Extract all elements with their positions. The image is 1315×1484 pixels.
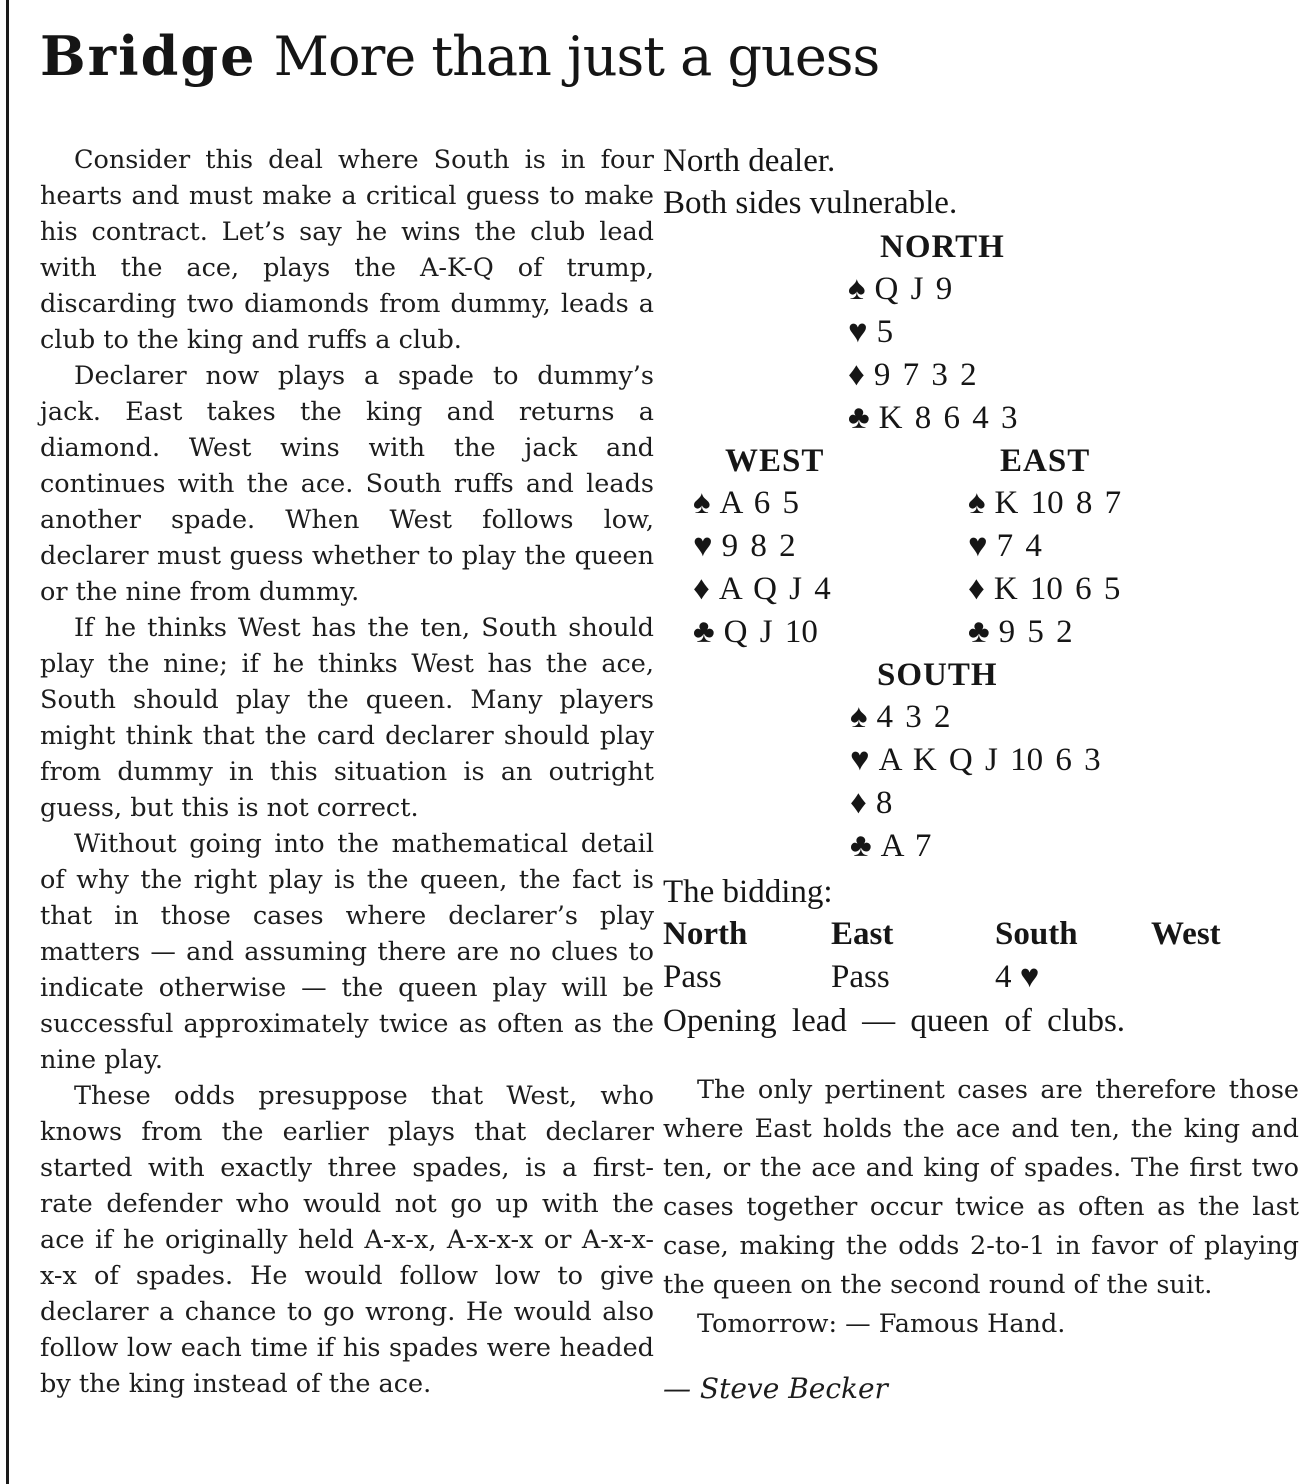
spade-icon: ♠ — [693, 485, 711, 521]
closing-section — [663, 1071, 1299, 1344]
dealer-line: North dealer. — [663, 143, 836, 179]
west-spades-row — [693, 482, 968, 525]
club-icon: ♣ — [848, 400, 870, 436]
hand-cards: K 10 6 5 — [993, 571, 1121, 607]
hand-cards: 9 5 2 — [998, 614, 1073, 650]
deal-right-column — [663, 140, 1299, 1405]
hand-cards: 9 7 3 2 — [873, 357, 977, 393]
hand-cards: K 10 8 7 — [994, 485, 1122, 521]
tomorrow-line: Tomorrow: — Famous Hand. — [697, 1309, 1066, 1339]
east-clubs-row — [968, 611, 1121, 654]
west-hand — [693, 440, 968, 654]
bidding-table — [663, 913, 1299, 999]
hand-cards: 9 8 2 — [721, 528, 796, 564]
hand-cards: K 8 6 4 3 — [878, 400, 1018, 436]
bid-cell: 4 ♥ — [995, 959, 1040, 995]
spade-icon: ♠ — [850, 699, 868, 735]
hand-heading-south: SOUTH — [877, 657, 998, 693]
north-hearts-row — [848, 311, 1299, 354]
north-clubs-row — [848, 397, 1299, 440]
heart-icon: ♥ — [850, 742, 870, 778]
bid-cell: Pass — [663, 959, 722, 995]
north-hand — [848, 268, 1299, 440]
hand-cards: Q J 10 — [723, 614, 818, 650]
club-icon: ♣ — [850, 828, 872, 864]
opening-lead-line: Opening lead — queen of clubs. — [663, 1003, 1126, 1039]
north-diamonds-row — [848, 354, 1299, 397]
west-east-row — [663, 440, 1299, 654]
column-brand: Bridge — [40, 24, 257, 88]
hand-cards: Q J 9 — [874, 271, 953, 307]
south-spades-row — [850, 696, 1299, 739]
club-icon: ♣ — [693, 614, 715, 650]
east-spades-row — [968, 482, 1121, 525]
hand-cards: A Q J 4 — [718, 571, 831, 607]
hand-heading-west: WEST — [725, 443, 825, 479]
bid-cell — [1151, 956, 1299, 999]
heart-icon: ♥ — [693, 528, 713, 564]
bidding-heading: The bidding: — [663, 874, 833, 910]
hand-cards: A K Q J 10 6 3 — [878, 742, 1101, 778]
east-diamonds-row — [968, 568, 1121, 611]
closing-paragraph: The only pertinent cases are therefore those where East holds the ace and ten, the king and ten, or the ace and king of spades. The first two cases together occur twice as often as the last case, making the odds 2-to-1 in favor of playing the queen on the second round of the suit. — [663, 1075, 1299, 1300]
diamond-icon: ♦ — [968, 571, 985, 607]
vulnerable-line: Both sides vulnerable. — [663, 185, 958, 221]
north-spades-row — [848, 268, 1299, 311]
bidding-col-west: West — [1151, 916, 1221, 952]
spade-icon: ♠ — [968, 485, 986, 521]
heart-icon: ♥ — [968, 528, 988, 564]
hand-heading-east: EAST — [1000, 443, 1091, 479]
club-icon: ♣ — [968, 614, 990, 650]
spade-icon: ♠ — [848, 271, 866, 307]
bid-cell: Pass — [831, 959, 890, 995]
west-clubs-row — [693, 611, 968, 654]
page-title — [40, 24, 879, 88]
west-hearts-row — [693, 525, 968, 568]
article-paragraph: Without going into the mathematical detail of why the right play is the queen, the fact is that in those cases where declarer’s play matters — and assuming there are no clues to indicate otherwise — the queen play will be successful approximately twice as often as the nine play. — [40, 829, 654, 1075]
south-clubs-row — [850, 825, 1299, 868]
south-hearts-row — [850, 739, 1299, 782]
south-hand — [850, 696, 1299, 868]
hand-heading-north: NORTH — [880, 229, 1005, 265]
hand-cards: A 6 5 — [719, 485, 800, 521]
south-diamonds-row — [850, 782, 1299, 825]
article-paragraph: Declarer now plays a spade to dummy’s jack. East takes the king and returns a diamond. West wins with the jack and continues with the ace. South ruffs and leads another spade. When West follows low, declarer must guess whether to play the queen or the nine from dummy. — [40, 361, 654, 607]
west-diamonds-row — [693, 568, 968, 611]
article-paragraph: If he thinks West has the ten, South should play the nine; if he thinks West has the ace, South should play the queen. Many players might think that the card declarer should play from dummy in this situation is an outright guess, but this is not correct. — [40, 613, 654, 823]
east-hearts-row — [968, 525, 1121, 568]
east-hand — [968, 440, 1121, 654]
hand-cards: 8 — [875, 785, 893, 821]
article-paragraph: These odds presuppose that West, who knows from the earlier plays that declarer started with exactly three spades, is a first-rate defender who would not go up with the ace if he originally held A-x-x, A-x-x-x or A-x-x-x-x of spades. He would follow low to give declarer a chance to go wrong. He would also follow low each time if his spades were headed by the king instead of the ace. — [40, 1081, 654, 1399]
heart-icon: ♥ — [848, 314, 868, 350]
hand-cards: 5 — [876, 314, 894, 350]
hand-cards: A 7 — [880, 828, 932, 864]
byline: — Steve Becker — [663, 1372, 888, 1405]
diamond-icon: ♦ — [693, 571, 710, 607]
hand-cards: 4 3 2 — [876, 699, 951, 735]
diamond-icon: ♦ — [850, 785, 867, 821]
article-left-column — [40, 142, 654, 1402]
article-paragraph: Consider this deal where South is in four hearts and must make a critical guess to make his contract. Let’s say he wins the club lead with the ace, plays the A-K-Q of trump, discarding two diamonds from dummy, leads a club to the king and ruffs a club. — [40, 145, 654, 355]
bidding-col-north: North — [663, 916, 748, 952]
bidding-col-east: East — [831, 916, 894, 952]
bidding-col-south: South — [995, 916, 1078, 952]
column-rule-divider — [6, 0, 9, 1484]
hand-cards: 7 4 — [996, 528, 1042, 564]
diamond-icon: ♦ — [848, 357, 865, 393]
column-subtitle: More than just a guess — [273, 25, 880, 88]
